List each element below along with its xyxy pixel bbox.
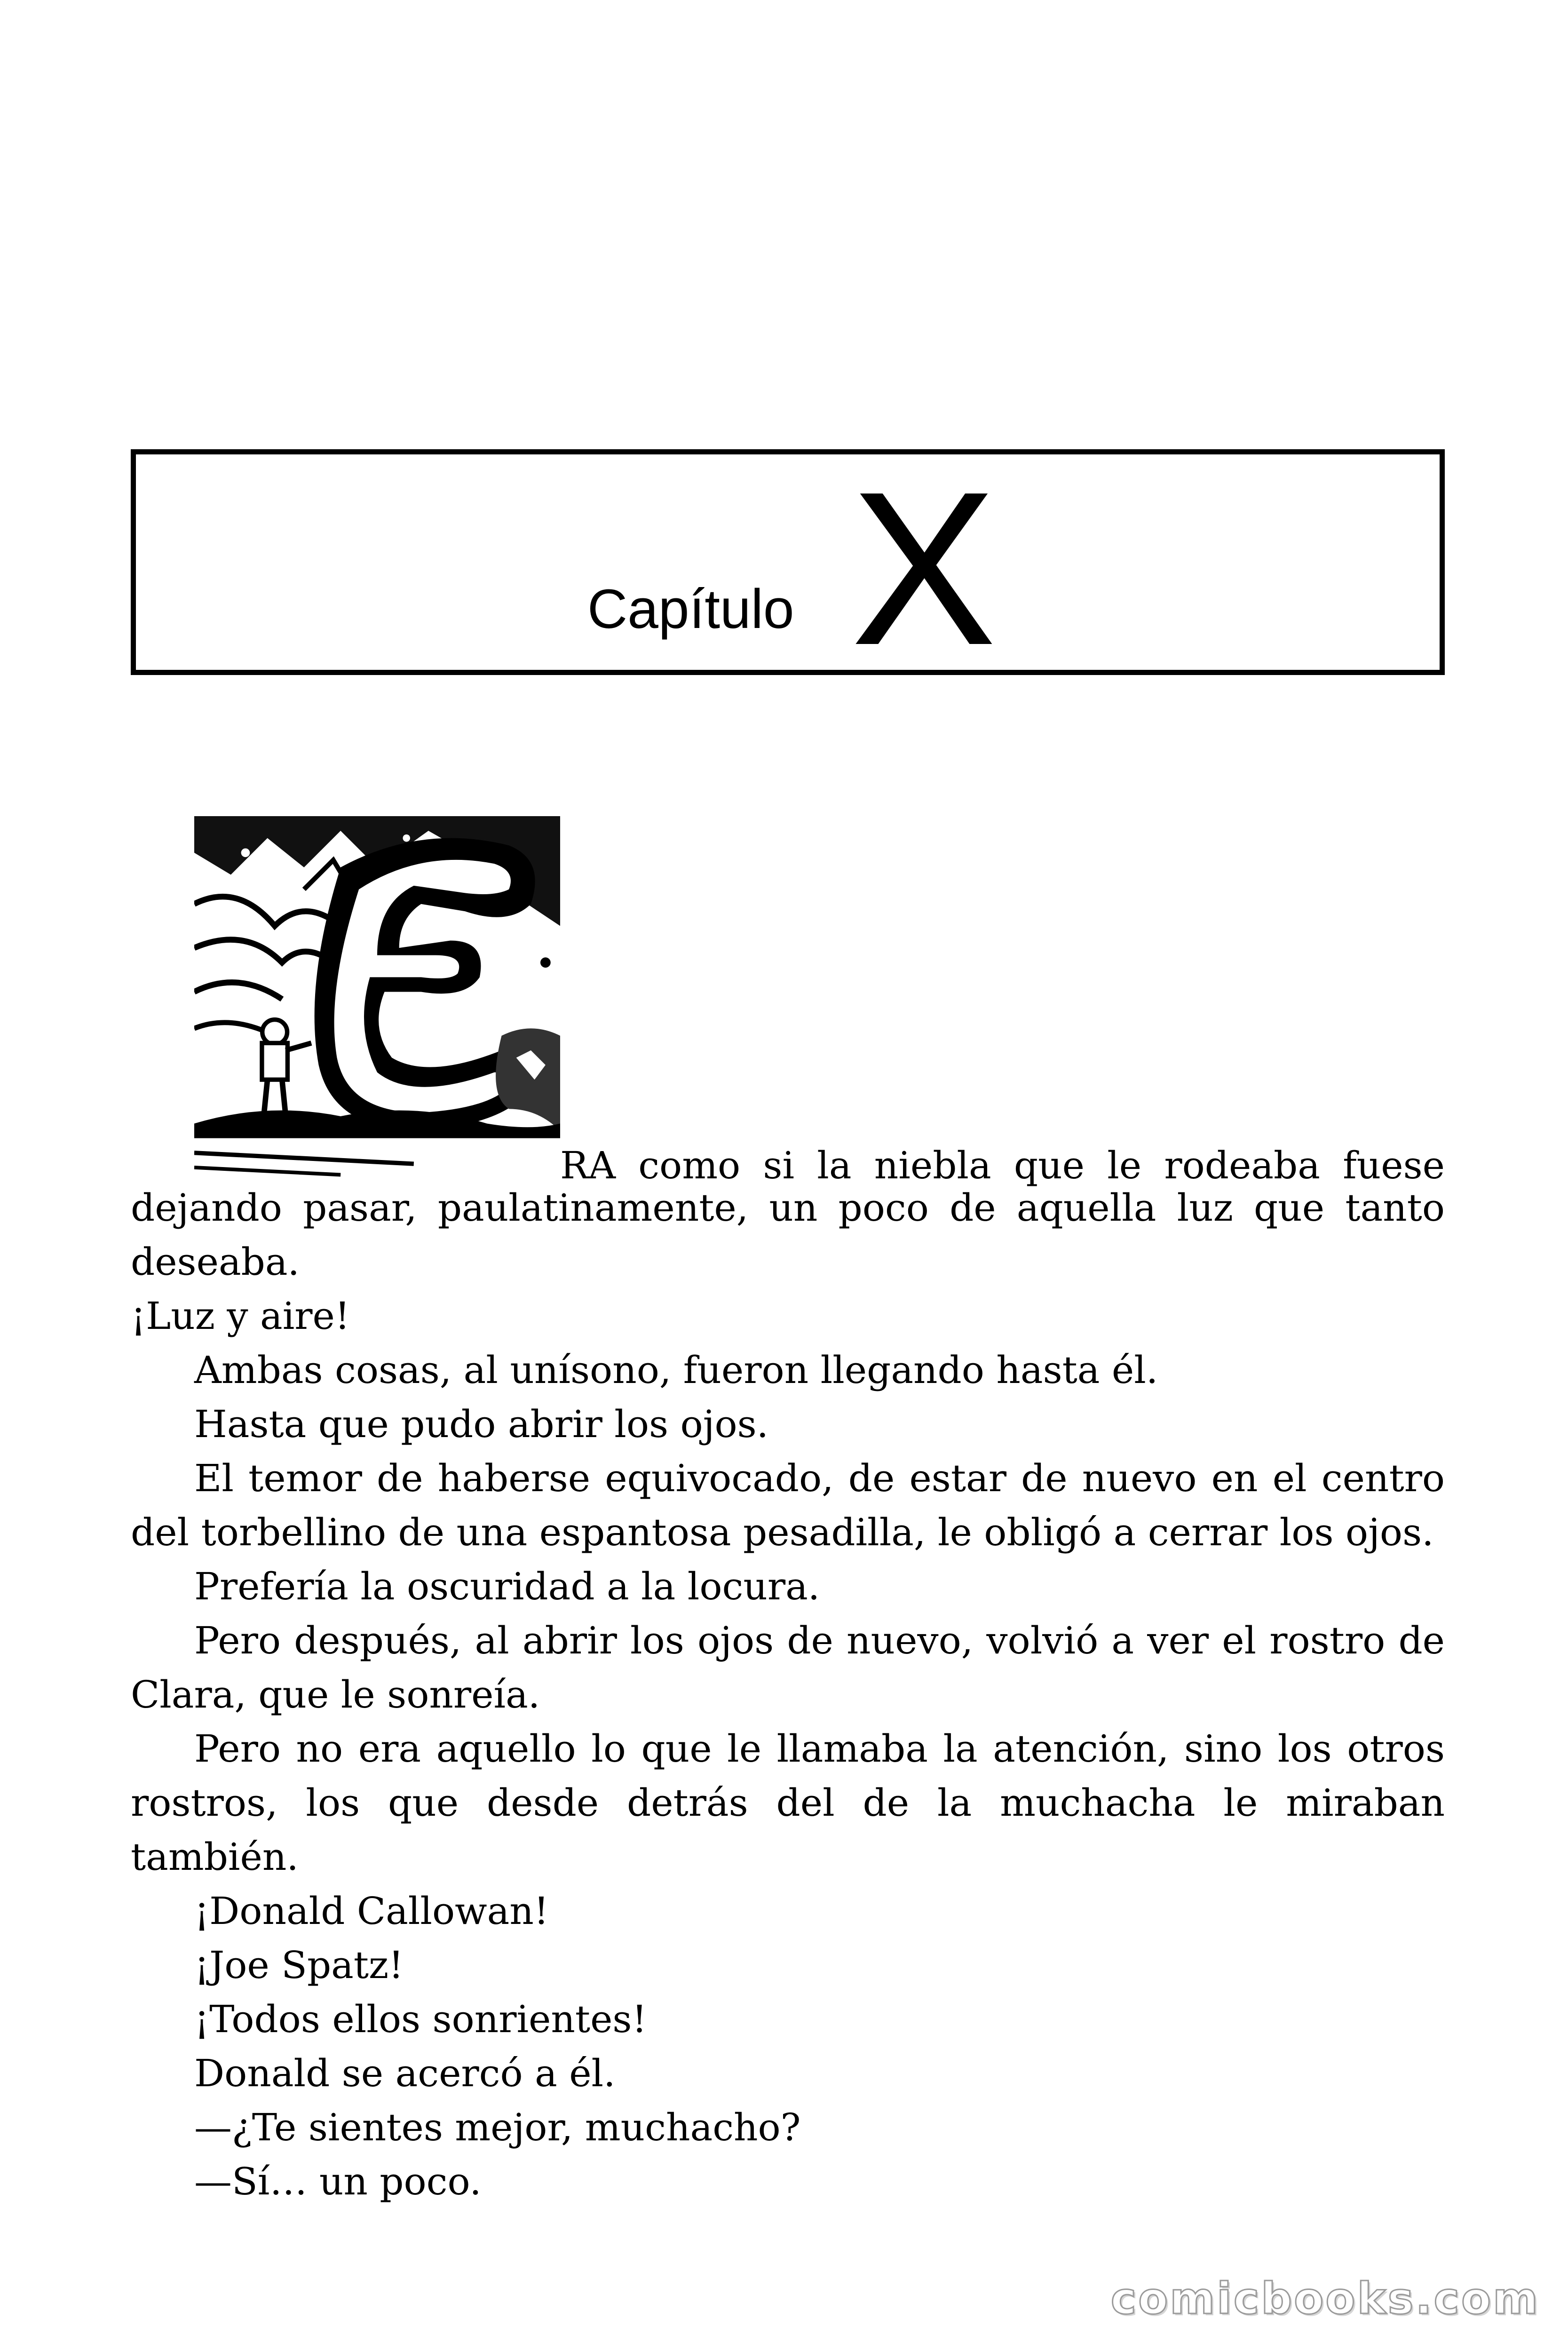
paragraph: El temor de haberse equivocado, de estar de nuevo en el centro del torbellino de una espantosa pesadilla, le obligó a cerrar los ojos.: [131, 1456, 1445, 1554]
paragraph: ¡Luz y aire!: [131, 1294, 350, 1338]
watermark-logo: comicbooks.com: [1110, 2273, 1540, 2324]
chapter-label: Capítulo: [587, 578, 794, 640]
paragraph: Donald se acercó a él.: [194, 2051, 616, 2095]
paragraph: Ambas cosas, al unísono, fueron llegando hasta él.: [194, 1348, 1158, 1392]
paragraph: Hasta que pudo abrir los ojos.: [194, 1402, 769, 1446]
paragraph: —¿Te sientes mejor, muchacho?: [194, 2106, 801, 2149]
paragraph: Pero después, al abrir los ojos de nuevo, volvió a ver el rostro de Clara, que le sonreía.: [131, 1619, 1445, 1716]
illustrated-letter-e-icon: [194, 816, 560, 1182]
opening-line: RA como si la niebla que le rodeaba fuese: [560, 1144, 1445, 1187]
paragraph: Pero no era aquello lo que le llamaba la atención, sino los otros rostros, los que desde detrás del de la muchacha le miraban también.: [131, 1727, 1445, 1879]
paragraph: ¡Todos ellos sonrientes!: [194, 1997, 647, 2041]
paragraph: —Sí… un poco.: [194, 2160, 482, 2203]
paragraph: ¡Joe Spatz!: [194, 1943, 404, 1987]
body-text: [131, 1181, 1445, 2209]
chapter-number: X: [851, 446, 997, 691]
chapter-heading-box: [131, 446, 1445, 691]
paragraph: dejando pasar, paulatinamente, un poco de aquella luz que tanto deseaba.: [131, 1186, 1445, 1284]
paragraph: ¡Donald Callowan!: [194, 1889, 549, 1933]
paragraph: Prefería la oscuridad a la locura.: [194, 1565, 820, 1608]
